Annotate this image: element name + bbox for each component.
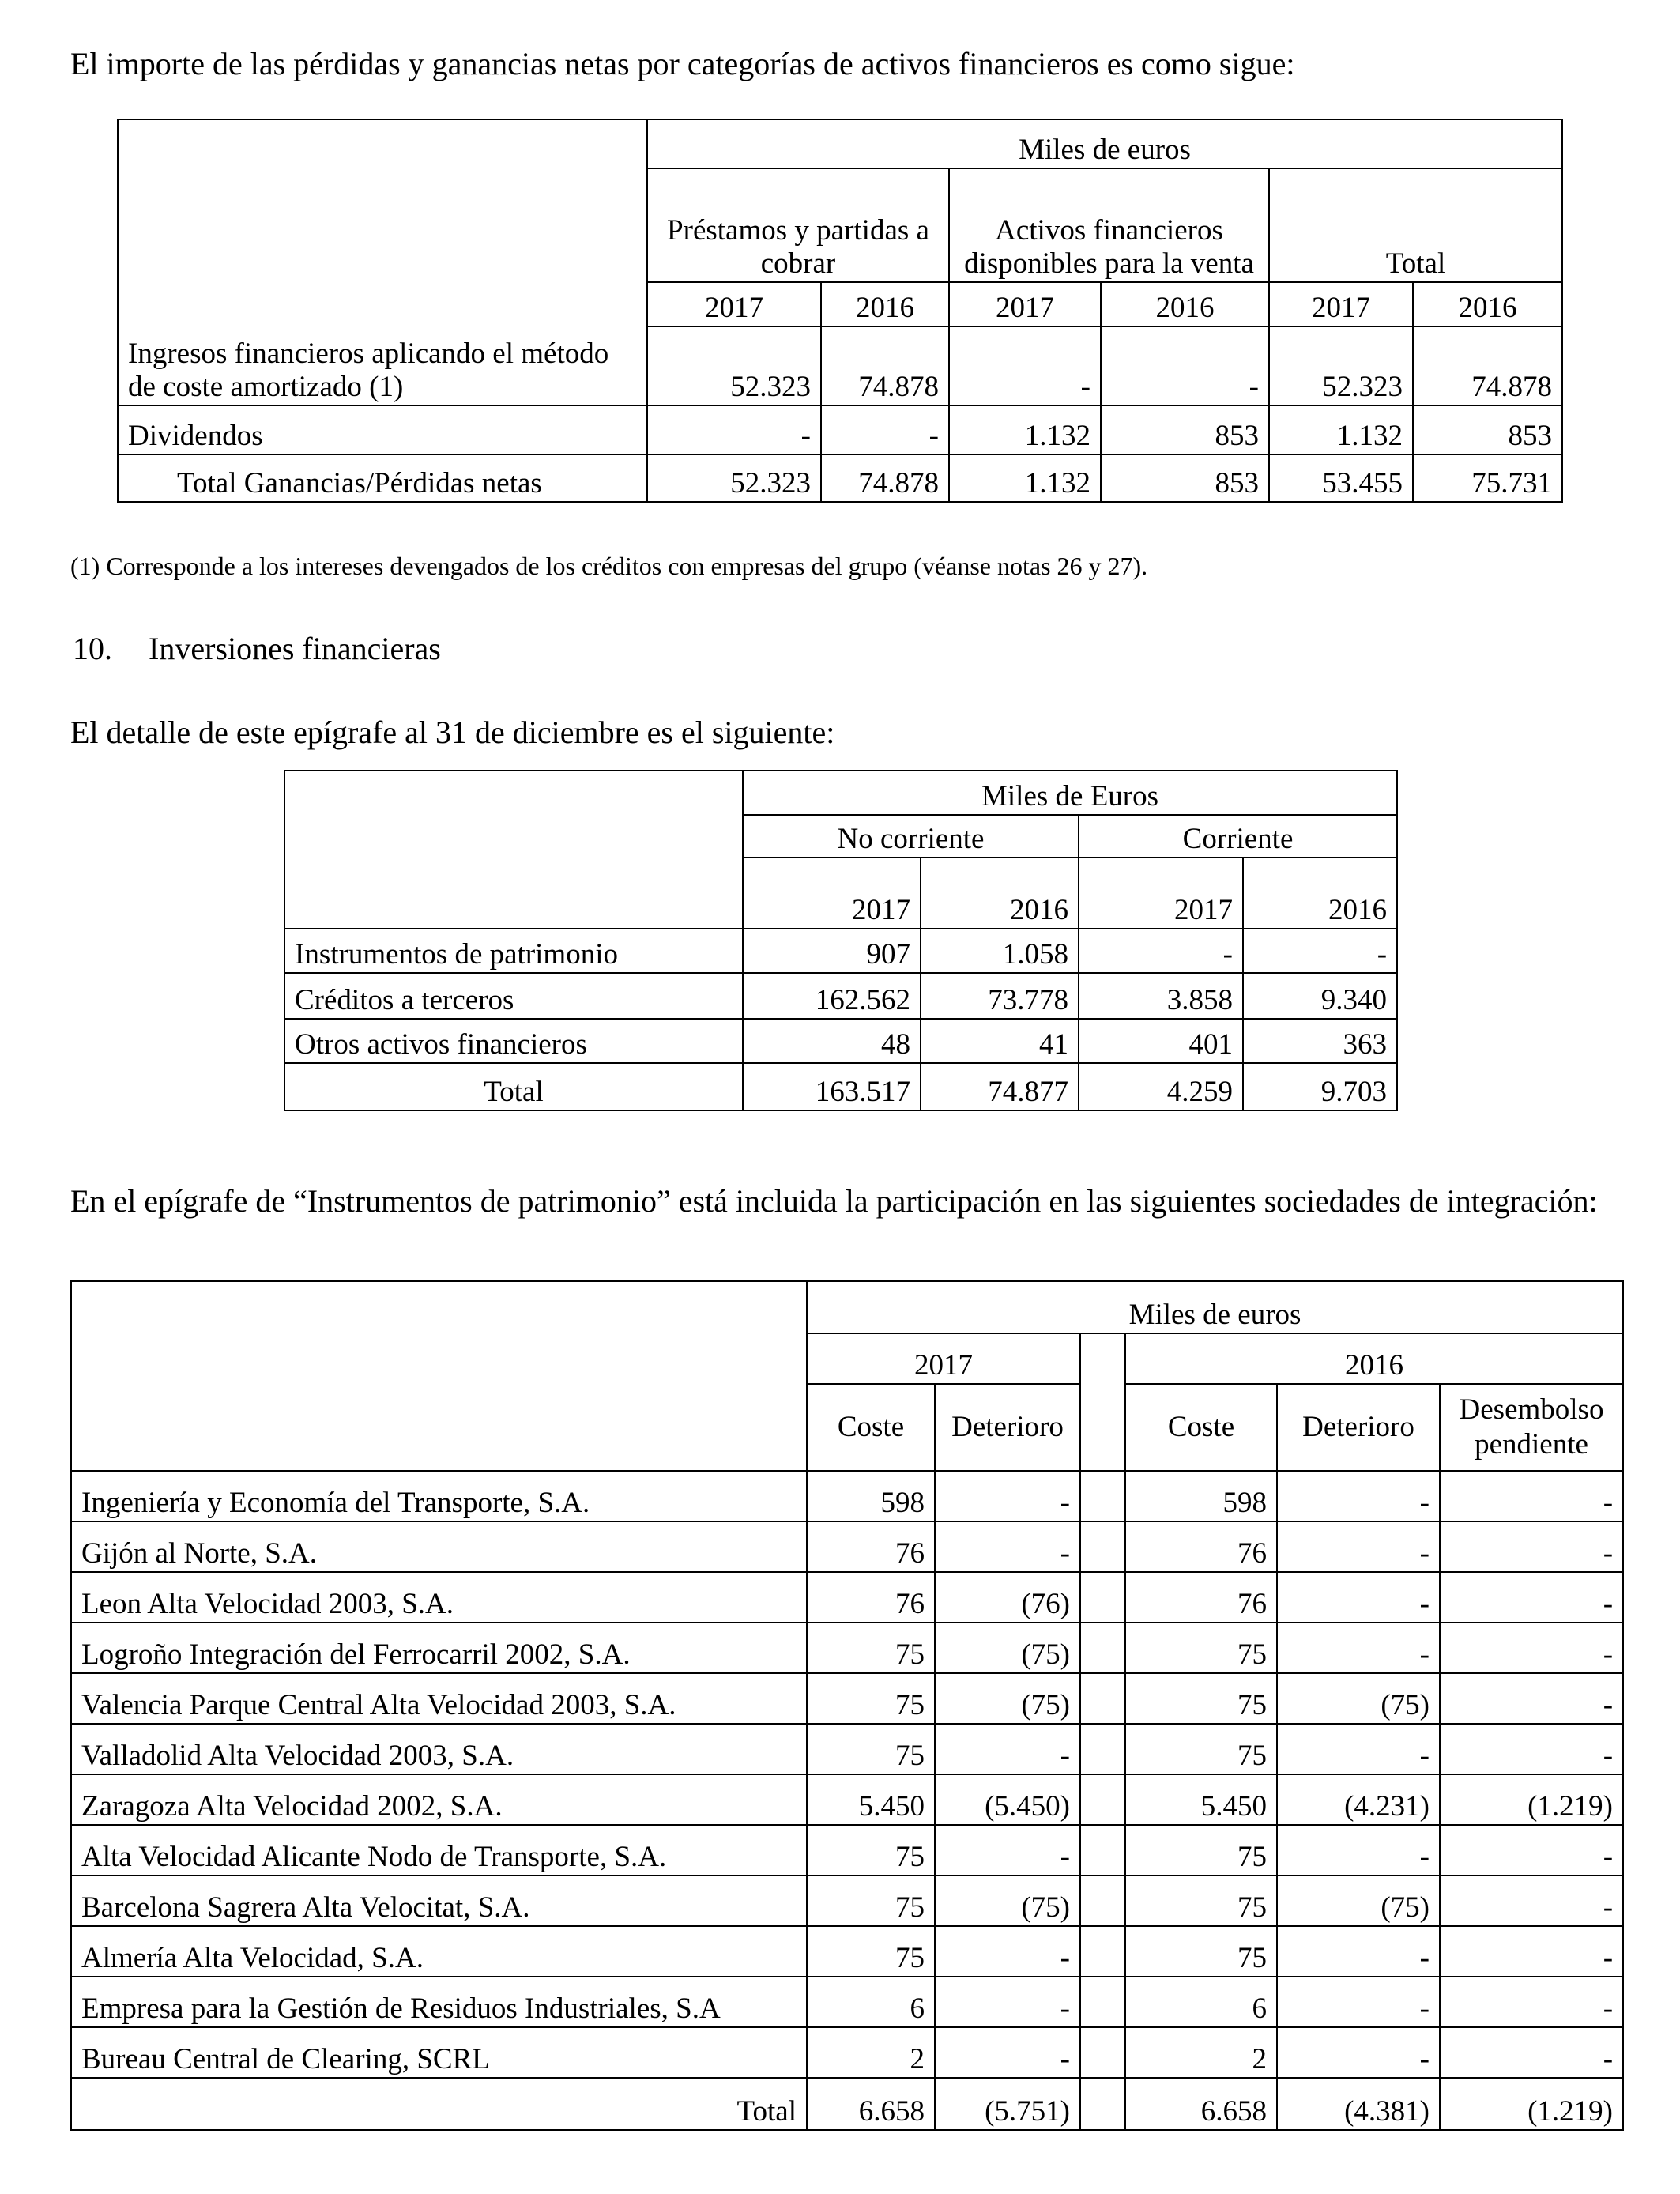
cell-value: 3.858 xyxy=(1079,973,1243,1019)
cell-value: - xyxy=(1277,1977,1440,2027)
cell-value: - xyxy=(1440,1977,1623,2027)
t3-col-deterioro: Deterioro xyxy=(1277,1384,1440,1471)
cell-value: 1.132 xyxy=(949,405,1101,454)
t3-header-blank xyxy=(71,1281,807,1471)
cell-value: 1.132 xyxy=(949,454,1101,502)
cell-value: 75 xyxy=(807,1926,935,1977)
cell-value: - xyxy=(1440,1572,1623,1623)
t3-spacer xyxy=(1080,1333,1125,1471)
cell-value: 73.778 xyxy=(921,973,1079,1019)
row-label: Valladolid Alta Velocidad 2003, S.A. xyxy=(71,1724,807,1774)
cell-value: 162.562 xyxy=(743,973,921,1019)
intro-paragraph-1: El importe de las pérdidas y ganancias netas por categorías de activos financieros es como sigue: xyxy=(70,46,1295,81)
cell-value: 75 xyxy=(807,1875,935,1926)
t3-spacer xyxy=(1080,1471,1125,1521)
t3-col-desembolso: Desembolso pendiente xyxy=(1440,1384,1623,1471)
cell-value: - xyxy=(935,1926,1080,1977)
cell-value: - xyxy=(1440,1521,1623,1572)
cell-value: 75.731 xyxy=(1413,454,1562,502)
cell-value: (5.751) xyxy=(935,2078,1080,2130)
cell-value: 598 xyxy=(1125,1471,1277,1521)
t2-group-no-corriente: No corriente xyxy=(743,815,1079,858)
t1-group-prestamos: Préstamos y partidas a cobrar xyxy=(647,168,949,282)
cell-value: - xyxy=(1440,1875,1623,1926)
t1-header-blank xyxy=(118,119,647,326)
cell-value: 75 xyxy=(807,1623,935,1673)
table-row xyxy=(71,1521,1623,1572)
cell-value: - xyxy=(949,326,1101,405)
section-title: Inversiones financieras xyxy=(149,631,441,666)
cell-value: - xyxy=(1243,929,1397,973)
cell-value: 9.340 xyxy=(1243,973,1397,1019)
cell-value: - xyxy=(1440,1471,1623,1521)
cell-value: 53.455 xyxy=(1269,454,1413,502)
row-label: Zaragoza Alta Velocidad 2002, S.A. xyxy=(71,1774,807,1825)
footnote: (1) Corresponde a los intereses devengados de los créditos con empresas del grupo (véanse notas 26 y 27). xyxy=(70,552,1148,580)
t3-spacer xyxy=(1080,1977,1125,2027)
cell-value: - xyxy=(1277,1521,1440,1572)
section-heading xyxy=(73,631,441,667)
intro-paragraph-2: El detalle de este epígrafe al 31 de diciembre es el siguiente: xyxy=(70,714,835,750)
cell-value: 2 xyxy=(1125,2027,1277,2078)
cell-value: - xyxy=(1440,1724,1623,1774)
row-label: Total xyxy=(71,2078,807,2130)
cell-value: 75 xyxy=(807,1673,935,1724)
t3-col-deterioro: Deterioro xyxy=(935,1384,1080,1471)
row-label: Total xyxy=(284,1063,743,1110)
row-label: Empresa para la Gestión de Residuos Industriales, S.A xyxy=(71,1977,807,2027)
t1-year: 2017 xyxy=(1269,282,1413,326)
cell-value: - xyxy=(935,1521,1080,1572)
table-row-total xyxy=(118,454,1562,502)
cell-value: (75) xyxy=(935,1875,1080,1926)
cell-value: (75) xyxy=(1277,1875,1440,1926)
cell-value: 401 xyxy=(1079,1019,1243,1063)
t3-spacer xyxy=(1080,2078,1125,2130)
t1-group-total: Total xyxy=(1269,168,1562,282)
cell-value: - xyxy=(935,2027,1080,2078)
t2-year: 2017 xyxy=(743,858,921,929)
t3-unit-header: Miles de euros xyxy=(807,1281,1623,1333)
row-label: Dividendos xyxy=(118,405,647,454)
t3-spacer xyxy=(1080,2027,1125,2078)
cell-value: 363 xyxy=(1243,1019,1397,1063)
table-row xyxy=(284,1019,1397,1063)
cell-value: 76 xyxy=(807,1572,935,1623)
cell-value: - xyxy=(1101,326,1269,405)
t3-spacer xyxy=(1080,1623,1125,1673)
t3-spacer xyxy=(1080,1825,1125,1875)
t3-col-coste: Coste xyxy=(1125,1384,1277,1471)
table-row xyxy=(71,1673,1623,1724)
cell-value: 6 xyxy=(807,1977,935,2027)
cell-value: - xyxy=(935,1471,1080,1521)
cell-value: 6.658 xyxy=(1125,2078,1277,2130)
table-equity-instruments xyxy=(70,1280,1624,2131)
cell-value: 4.259 xyxy=(1079,1063,1243,1110)
cell-value: 75 xyxy=(1125,1673,1277,1724)
cell-value: 52.323 xyxy=(1269,326,1413,405)
cell-value: - xyxy=(935,1724,1080,1774)
table-investments xyxy=(284,770,1398,1111)
cell-value: 76 xyxy=(807,1521,935,1572)
table-row xyxy=(284,929,1397,973)
row-label: Ingresos financieros aplicando el método de coste amortizado (1) xyxy=(118,326,647,405)
cell-value: 76 xyxy=(1125,1572,1277,1623)
t2-year: 2016 xyxy=(921,858,1079,929)
row-label: Bureau Central de Clearing, SCRL xyxy=(71,2027,807,2078)
cell-value: 52.323 xyxy=(647,326,821,405)
t3-spacer xyxy=(1080,1673,1125,1724)
cell-value: 598 xyxy=(807,1471,935,1521)
table-row xyxy=(118,405,1562,454)
t1-year: 2017 xyxy=(647,282,821,326)
table-row-total xyxy=(71,2078,1623,2130)
cell-value: 853 xyxy=(1413,405,1562,454)
cell-value: 6 xyxy=(1125,1977,1277,2027)
t1-unit-header: Miles de euros xyxy=(647,119,1562,168)
t1-year: 2017 xyxy=(949,282,1101,326)
table-row xyxy=(71,1875,1623,1926)
cell-value: 41 xyxy=(921,1019,1079,1063)
t3-spacer xyxy=(1080,1724,1125,1774)
row-label: Leon Alta Velocidad 2003, S.A. xyxy=(71,1572,807,1623)
cell-value: (1.219) xyxy=(1440,2078,1623,2130)
t1-year: 2016 xyxy=(1413,282,1562,326)
row-label: Instrumentos de patrimonio xyxy=(284,929,743,973)
cell-value: 52.323 xyxy=(647,454,821,502)
cell-value: 75 xyxy=(1125,1926,1277,1977)
table-gains-losses xyxy=(117,119,1563,503)
table-row xyxy=(71,1926,1623,1977)
cell-value: (5.450) xyxy=(935,1774,1080,1825)
cell-value: 9.703 xyxy=(1243,1063,1397,1110)
row-label: Valencia Parque Central Alta Velocidad 2003, S.A. xyxy=(71,1673,807,1724)
table-row-total xyxy=(284,1063,1397,1110)
t1-group-activos: Activos financieros disponibles para la venta xyxy=(949,168,1269,282)
cell-value: (4.231) xyxy=(1277,1774,1440,1825)
cell-value: 74.877 xyxy=(921,1063,1079,1110)
cell-value: 907 xyxy=(743,929,921,973)
cell-value: 75 xyxy=(807,1724,935,1774)
cell-value: - xyxy=(1440,1623,1623,1673)
cell-value: 6.658 xyxy=(807,2078,935,2130)
t2-group-corriente: Corriente xyxy=(1079,815,1397,858)
cell-value: - xyxy=(1079,929,1243,973)
cell-value: 5.450 xyxy=(1125,1774,1277,1825)
cell-value: 48 xyxy=(743,1019,921,1063)
t2-year: 2017 xyxy=(1079,858,1243,929)
cell-value: - xyxy=(1277,2027,1440,2078)
cell-value: (75) xyxy=(935,1673,1080,1724)
cell-value: (76) xyxy=(935,1572,1080,1623)
row-label: Ingeniería y Economía del Transporte, S.A. xyxy=(71,1471,807,1521)
t2-unit-header: Miles de Euros xyxy=(743,771,1397,815)
cell-value: 2 xyxy=(807,2027,935,2078)
cell-value: 75 xyxy=(1125,1875,1277,1926)
row-label: Logroño Integración del Ferrocarril 2002, S.A. xyxy=(71,1623,807,1673)
cell-value: - xyxy=(1277,1825,1440,1875)
cell-value: - xyxy=(1440,1926,1623,1977)
cell-value: 76 xyxy=(1125,1521,1277,1572)
cell-value: 853 xyxy=(1101,454,1269,502)
table-row xyxy=(71,1724,1623,1774)
t3-year-2017: 2017 xyxy=(807,1333,1080,1384)
cell-value: 75 xyxy=(807,1825,935,1875)
t1-year: 2016 xyxy=(1101,282,1269,326)
table-row xyxy=(284,973,1397,1019)
t3-spacer xyxy=(1080,1572,1125,1623)
cell-value: - xyxy=(1440,2027,1623,2078)
cell-value: - xyxy=(935,1825,1080,1875)
t3-spacer xyxy=(1080,1521,1125,1572)
table-row xyxy=(71,1572,1623,1623)
cell-value: 75 xyxy=(1125,1623,1277,1673)
cell-value: - xyxy=(1440,1825,1623,1875)
cell-value: (1.219) xyxy=(1440,1774,1623,1825)
cell-value: (75) xyxy=(935,1623,1080,1673)
cell-value: 75 xyxy=(1125,1724,1277,1774)
t3-spacer xyxy=(1080,1774,1125,1825)
cell-value: 1.058 xyxy=(921,929,1079,973)
cell-value: - xyxy=(1440,1673,1623,1724)
cell-value: 163.517 xyxy=(743,1063,921,1110)
cell-value: - xyxy=(1277,1926,1440,1977)
table-row xyxy=(71,1774,1623,1825)
cell-value: - xyxy=(935,1977,1080,2027)
cell-value: 5.450 xyxy=(807,1774,935,1825)
row-label: Créditos a terceros xyxy=(284,973,743,1019)
table-row xyxy=(71,1471,1623,1521)
table-row xyxy=(71,1977,1623,2027)
intro-paragraph-3: En el epígrafe de “Instrumentos de patrimonio” está incluida la participación en las siguientes sociedades de integración: xyxy=(70,1183,1598,1219)
table-row xyxy=(71,1825,1623,1875)
cell-value: 74.878 xyxy=(1413,326,1562,405)
cell-value: 1.132 xyxy=(1269,405,1413,454)
section-number: 10. xyxy=(73,631,112,666)
cell-value: - xyxy=(1277,1471,1440,1521)
row-label: Almería Alta Velocidad, S.A. xyxy=(71,1926,807,1977)
cell-value: - xyxy=(1277,1724,1440,1774)
t1-year: 2016 xyxy=(821,282,949,326)
cell-value: - xyxy=(647,405,821,454)
t3-col-coste: Coste xyxy=(807,1384,935,1471)
cell-value: (75) xyxy=(1277,1673,1440,1724)
t3-spacer xyxy=(1080,1926,1125,1977)
cell-value: 853 xyxy=(1101,405,1269,454)
cell-value: - xyxy=(821,405,949,454)
table-row xyxy=(71,2027,1623,2078)
cell-value: - xyxy=(1277,1572,1440,1623)
cell-value: - xyxy=(1277,1623,1440,1673)
table-row xyxy=(71,1623,1623,1673)
row-label: Total Ganancias/Pérdidas netas xyxy=(118,454,647,502)
row-label: Barcelona Sagrera Alta Velocitat, S.A. xyxy=(71,1875,807,1926)
t3-year-2016: 2016 xyxy=(1125,1333,1623,1384)
cell-value: (4.381) xyxy=(1277,2078,1440,2130)
row-label: Otros activos financieros xyxy=(284,1019,743,1063)
t2-year: 2016 xyxy=(1243,858,1397,929)
row-label: Gijón al Norte, S.A. xyxy=(71,1521,807,1572)
cell-value: 75 xyxy=(1125,1825,1277,1875)
cell-value: 74.878 xyxy=(821,326,949,405)
row-label: Alta Velocidad Alicante Nodo de Transporte, S.A. xyxy=(71,1825,807,1875)
t2-header-blank xyxy=(284,771,743,929)
cell-value: 74.878 xyxy=(821,454,949,502)
table-row xyxy=(118,326,1562,405)
t3-spacer xyxy=(1080,1875,1125,1926)
